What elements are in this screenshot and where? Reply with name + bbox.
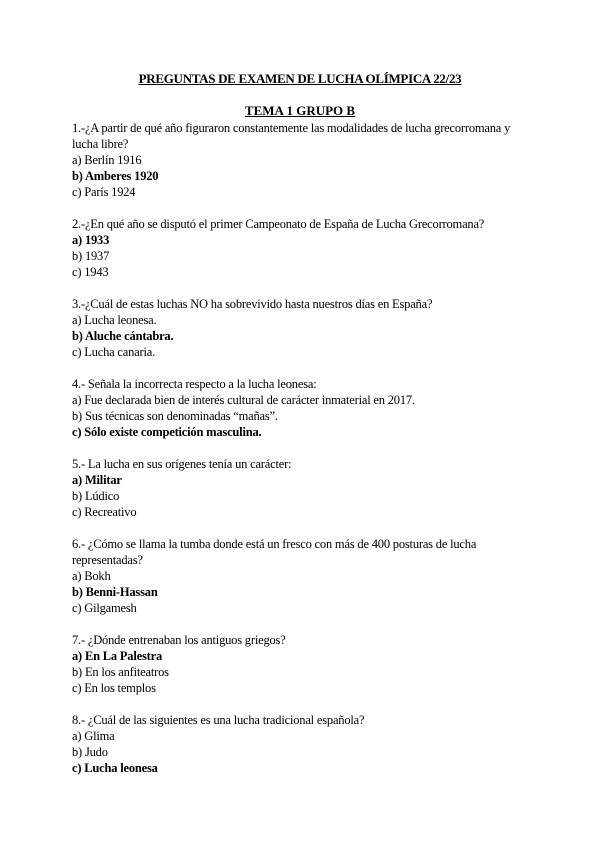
question-text: 3.-¿Cuál de estas luchas NO ha sobrevivido hasta nuestros días en España? [72,297,433,311]
question-text: 1.-¿A partir de qué año figuraron constantemente las modalidades de lucha grecorromana y [72,121,511,135]
question-text: 2.-¿En qué año se disputó el primer Campeonato de España de Lucha Grecorromana? [72,217,485,231]
answer-option-correct: a) Militar [72,473,122,487]
answer-option: c) Gilgamesh [72,601,137,615]
question-text: 5.- La lucha en sus orígenes tenía un carácter: [72,457,292,471]
answer-option: a) Fue declarada bien de interés cultural de carácter inmaterial en 2017. [72,393,415,407]
question-text: lucha libre? [72,137,129,151]
question-2 [72,216,532,280]
question-8 [72,712,532,776]
page-title: PREGUNTAS DE EXAMEN DE LUCHA OLÍMPICA 22/23 [138,71,462,86]
answer-option-correct: b) Benni-Hassan [72,585,158,599]
answer-option: a) Lucha leonesa. [72,313,157,327]
answer-option-correct: c) Lucha leonesa [72,761,158,775]
section-title: TEMA 1 GRUPO B [244,103,356,118]
question-5 [72,456,532,520]
answer-option: a) Berlín 1916 [72,153,142,167]
answer-option: a) Glima [72,729,115,743]
answer-option: b) 1937 [72,249,110,263]
question-7 [72,632,532,696]
question-4 [72,376,532,440]
answer-option: c) Lucha canaria. [72,345,155,359]
question-list [72,120,532,792]
question-1 [72,120,532,200]
answer-option-correct: b) Amberes 1920 [72,169,159,183]
answer-option-correct: a) En La Palestra [72,649,162,663]
answer-option: b) Lúdico [72,489,120,503]
answer-option-correct: c) Sólo existe competición masculina. [72,425,262,439]
answer-option-correct: a) 1933 [72,233,110,247]
answer-option: c) 1943 [72,265,109,279]
question-text: 8.- ¿Cuál de las siguientes es una lucha tradicional española? [72,713,365,727]
question-text: 6.- ¿Cómo se llama la tumba donde está un fresco con más de 400 posturas de lucha [72,537,477,551]
answer-option: c) Recreativo [72,505,137,519]
answer-option: b) Sus técnicas son denominadas “mañas”. [72,409,278,423]
question-text: 4.- Señala la incorrecta respecto a la lucha leonesa: [72,377,317,391]
question-text: representadas? [72,553,143,567]
question-3 [72,296,532,360]
answer-option: a) Bokh [72,569,111,583]
question-6 [72,536,532,616]
answer-option: c) París 1924 [72,185,136,199]
answer-option: b) En los anfiteatros [72,665,169,679]
answer-option: b) Judo [72,745,108,759]
question-text: 7.- ¿Dónde entrenaban los antiguos griegos? [72,633,286,647]
answer-option: c) En los templos [72,681,156,695]
answer-option-correct: b) Aluche cántabra. [72,329,174,343]
